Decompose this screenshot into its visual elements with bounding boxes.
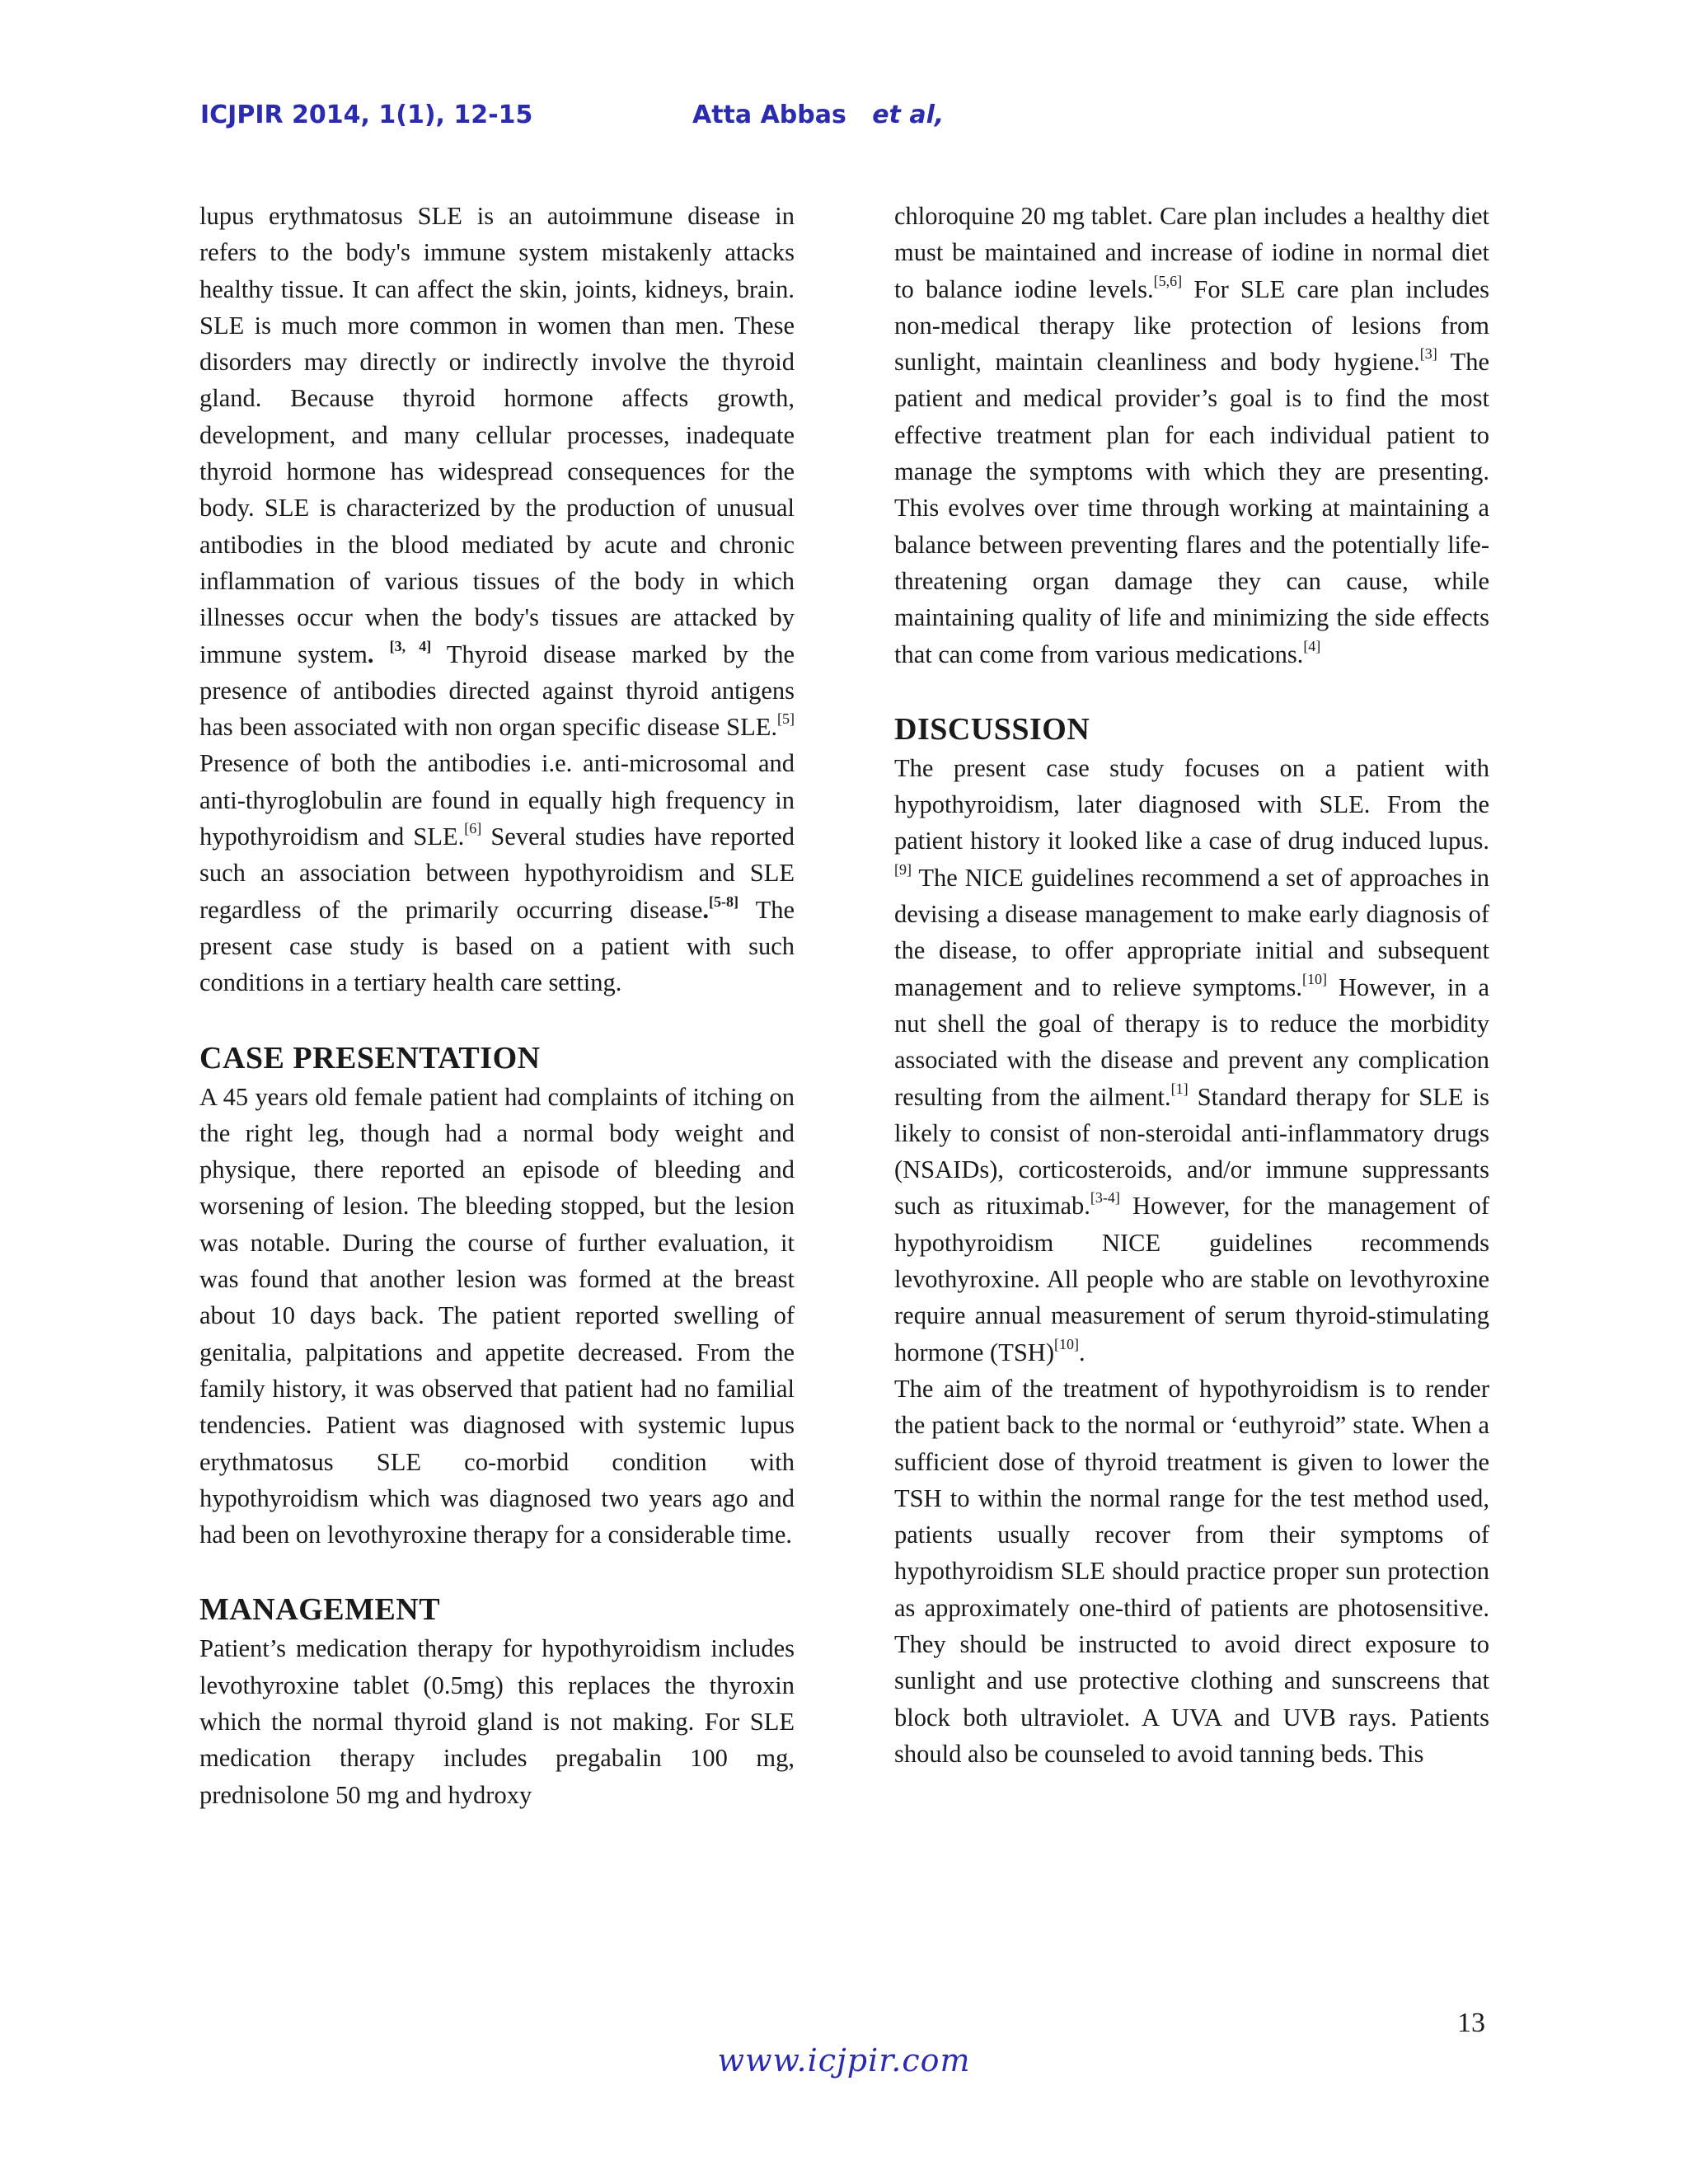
right-column: [894, 198, 1489, 1772]
discussion-paragraph: The present case study focuses on a patient with hypothyroidism, later diagnosed with SLE. From the patient history it looked like a case of drug induced lupus.[9] The NICE guidelines recommend a set of approaches in devising a disease management to make early diagnosis of the disease, to offer appropriate initial and subsequent management and to relieve symptoms.[10] However, in a nut shell the goal of therapy is to reduce the morbidity associated with the disease and prevent any complication resulting from the ailment.[1] Standard therapy for SLE is likely to consist of non-steroidal anti-inflammatory drugs (NSAIDs), corticosteroids, and/or immune suppressants such as rituximab.[3-4] However, for the management of hypothyroidism NICE guidelines recommends levothyroxine. All people who are stable on levothyroxine require annual measurement of serum thyroid-stimulating hormone (TSH)[10].: [894, 753, 1490, 1366]
intro-paragraph: lupus erythmatosus SLE is an autoimmune disease in refers to the body's immune system mistakenly attacks healthy tissue. It can affect the skin, joints, kidneys, brain. SLE is much more common in women than men. These disorders may directly or indirectly involve the thyroid gland. Because thyroid hormone affects growth, development, and many cellular processes, inadequate thyroid hormone has widespread consequences for the body. SLE is characterized by the production of unusual antibodies in the blood mediated by acute and chronic inflammation of various tissues of the body in which illnesses occur when the body's tissues are attacked by immune system. [3, 4] Thyroid disease marked by the presence of antibodies directed against thyroid antigens has been associated with non organ specific disease SLE.[5] Presence of both the antibodies i.e. anti-microsomal and anti-thyroglobulin are found in equally high frequency in hypothyroidism and SLE.[6] Several studies have reported such an association between hypothyroidism and SLE regardless of the primarily occurring disease.[5-8] The present case study is based on a patient with such conditions in a tertiary health care setting.: [199, 202, 795, 997]
case-presentation-heading: CASE PRESENTATION: [199, 1040, 541, 1076]
author-line: [692, 101, 944, 129]
left-column: [199, 198, 795, 1813]
footer-url: www.icjpir.com: [717, 2042, 971, 2079]
running-header: [200, 101, 945, 129]
management-text: Patient’s medication therapy for hypothyroidism includes levothyroxine tablet (0.5mg) this replaces the thyroxin which the normal thyroid gland is not making. For SLE medication therapy includes pregabalin 100 mg, prednisolone 50 mg and hydroxy: [199, 1634, 795, 1809]
page-number: 13: [1457, 2008, 1485, 2038]
treatment-aim-paragraph: The aim of the treatment of hypothyroidism is to render the patient back to the normal or ‘euthyroid” state. When a sufficient dose of thyroid treatment is given to lower the TSH to within the normal range for the test method used, patients usually recover from their symptoms of hypothyroidism SLE should practice proper sun protection as approximately one-third of patients are photosensitive. They should be instructed to avoid direct exposure to sunlight and use protective clothing and sunscreens that block both ultraviolet. A UVA and UVB rays. Patients should also be counseled to avoid tanning beds. This: [894, 1374, 1489, 1768]
journal-citation: ICJPIR 2014, 1(1), 12-15: [200, 101, 533, 129]
case-presentation-text: A 45 years old female patient had complaints of itching on the right leg, though had a normal body weight and physique, there reported an episode of bleeding and worsening of lesion. The bleeding stopped, but the lesion was notable. During the course of further evaluation, it was found that another lesion was formed at the breast about 10 days back. The patient reported swelling of genitalia, palpitations and appetite decreased. From the family history, it was observed that patient had no familial tendencies. Patient was diagnosed with systemic lupus erythmatosus SLE co-morbid condition with hypothyroidism which was diagnosed two years ago and had been on levothyroxine therapy for a considerable time.: [199, 1082, 795, 1549]
et-al: et al,: [872, 101, 945, 129]
author-name: Atta Abbas: [692, 101, 846, 129]
discussion-heading: DISCUSSION: [894, 711, 1090, 747]
care-plan-paragraph: chloroquine 20 mg tablet. Care plan includes a healthy diet must be maintained and increase of iodine in normal diet to balance iodine levels.[5,6] For SLE care plan includes non-medical therapy like protection of lesions from sunlight, maintain cleanliness and body hygiene.[3] The patient and medical provider’s goal is to find the most effective treatment plan for each individual patient to manage the symptoms with which they are presenting. This evolves over time through working at maintaining a balance between preventing flares and the potentially life-threatening organ damage they can cause, while maintaining quality of life and minimizing the side effects that can come from various medications.[4]: [894, 202, 1489, 668]
management-heading: MANAGEMENT: [199, 1592, 441, 1628]
